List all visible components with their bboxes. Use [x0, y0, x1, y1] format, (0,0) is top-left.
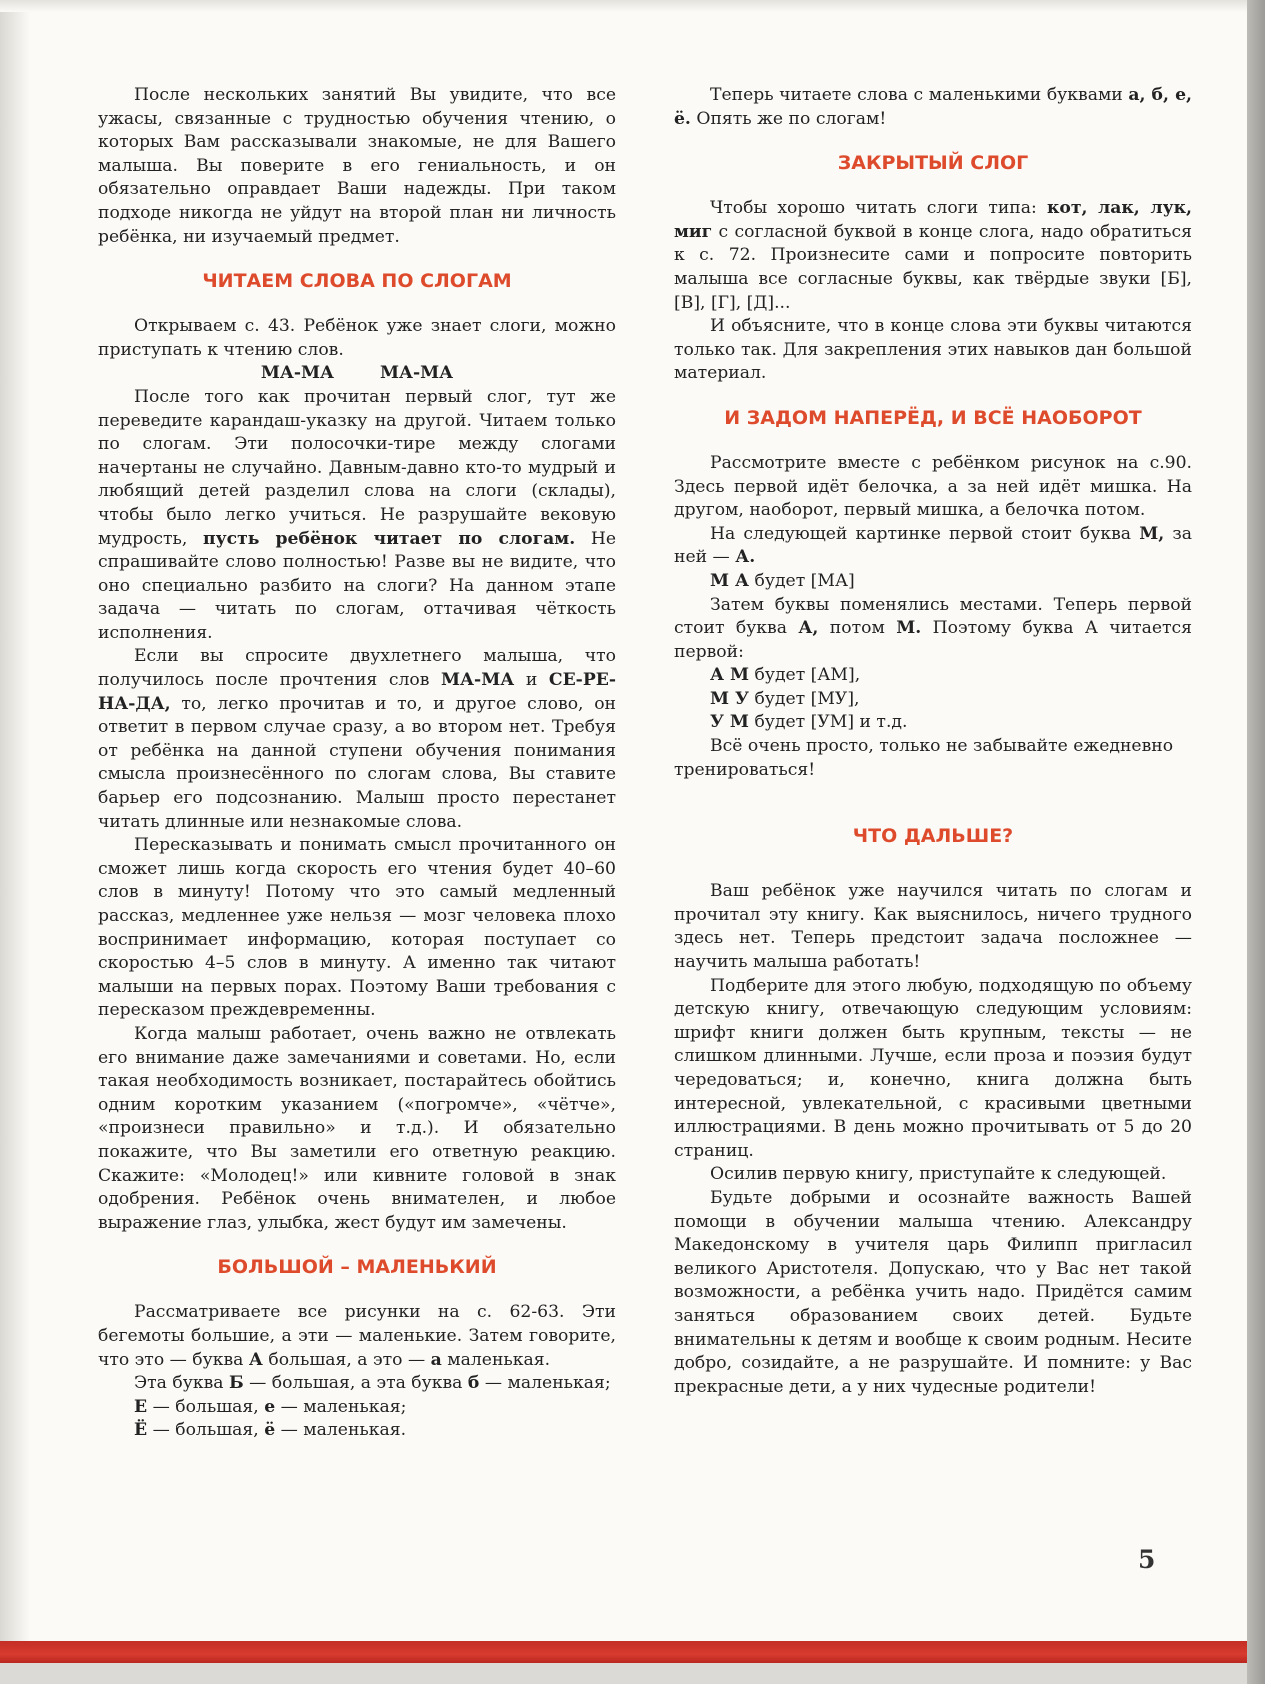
- line-letter-yo: [98, 1419, 616, 1443]
- page-number: 5: [1138, 1545, 1156, 1574]
- text: После того как прочитан первый слог, тут же переведите карандаш-указку на другой. Читаем только по слогам. Эти полосочки-тире между слогами начертаны не случайно. Давным-давно кто-то мудрый и любящий детей разделил слова на слоги (склады), чтобы было легко учиться. Не разрушайте вековую мудрость,: [98, 386, 616, 549]
- line-mu: [674, 688, 1192, 712]
- heading-whats-next: ЧТО ДАЛЬШЕ?: [852, 825, 1014, 848]
- bold-letter: б: [467, 1373, 480, 1394]
- paragraph-be-kind: Будьте добрыми и осознайте важность Вашей помощи в обучении малыша чтению. Александру Македонскому в учителя царь Филипп пригласил великого Аристотеля. Допускаю, что у Вас нет такой возможности, а ребёнка учить надо. Придётся самим заняться образованием своих детей. Будьте внимательны к детям и вообще к своим родным. Несите добро, созидайте, а не разрушайте. И помните: у Вас прекрасные дети, а у них чудесные родители!: [674, 1187, 1192, 1397]
- bold-letter: Ё: [134, 1420, 148, 1441]
- text: будет [АМ],: [754, 665, 861, 686]
- heading-closed-syllable: ЗАКРЫТЫЙ СЛОГ: [837, 152, 1029, 175]
- bold-letters: М У: [710, 688, 749, 709]
- bold-letter: а: [430, 1349, 442, 1370]
- page-edge-shadow: [1247, 0, 1265, 1684]
- text: На следующей картинке первой стоит буква: [710, 523, 1132, 544]
- text: — большая,: [152, 1396, 259, 1417]
- bottom-red-band: [0, 1641, 1250, 1663]
- paragraph-when-working: Когда малыш работает, очень важно не отвлекать его внимание даже замечаниями и советами. Но, если такая необходимость возникает, постарайтесь обойтись одним коротким указанием («погромче», «чётче», «произнеси правильно» и т.д.). И обязательно покажите, что Вы заметили его ответную реакцию. Скажите: «Молодец!» или кивните головой в знак одобрения. Ребёнок очень внимателен, и любое выражение глаз, улыбка, жест будут им замечены.: [98, 1023, 616, 1233]
- paragraph-learned: Ваш ребёнок уже научился читать по слогам и прочитал эту книгу. Как выяснилось, ничего трудного здесь нет. Теперь предстоит задача посложнее — научить малыша работать!: [674, 881, 1192, 973]
- bold-letter: М.: [896, 618, 922, 639]
- text: — маленькая;: [484, 1373, 611, 1394]
- paragraph-next-picture: [674, 523, 1192, 570]
- bold-letter: А: [248, 1349, 263, 1370]
- bold-text: а, б, е, ё.: [674, 85, 1192, 129]
- paragraph-small-letters: [674, 84, 1192, 131]
- heading-back-to-front: И ЗАДОМ НАПЕРЁД, И ВСЁ НАОБОРОТ: [724, 406, 1142, 429]
- bold-text: СЕ-РЕ-НА-ДА,: [98, 670, 616, 714]
- bold-letter: ё: [264, 1420, 276, 1441]
- bold-letters: У М: [710, 712, 749, 733]
- text: будет [МА]: [754, 570, 855, 591]
- text: с согласной буквой в конце слога, надо обратиться к с. 72. Произнесите сами и попросите повторить малыша все согласные буквы, как твёрдые звуки [Б], [В], [Г], [Д]...: [674, 221, 1193, 313]
- text: Затем буквы поменялись местами. Теперь первой стоит буква: [674, 594, 1192, 639]
- paragraph-pointer: [98, 386, 616, 646]
- bold-letter: А,: [798, 618, 819, 639]
- bold-letter: Е: [134, 1396, 148, 1417]
- bold-text: пусть ребёнок читает по слогам.: [203, 528, 576, 549]
- paragraph-next-book: Осилив первую книгу, приступайте к следующей.: [710, 1164, 1167, 1185]
- paragraph-syllable-types: [674, 197, 1192, 315]
- heading-big-small: БОЛЬШОЙ – МАЛЕНЬКИЙ: [217, 1256, 497, 1279]
- line-am: [674, 664, 1192, 688]
- bold-text: МА-МА: [441, 670, 515, 691]
- text: Если вы спросите двухлетнего малыша, что получилось после прочтения слов: [98, 646, 616, 691]
- bold-text: кот, лак, лук, миг: [674, 198, 1192, 242]
- text: Чтобы хорошо читать слоги типа:: [710, 198, 1037, 219]
- text: Теперь читаете слова с маленькими буквами: [710, 85, 1123, 105]
- top-edge-shadow: [0, 0, 1250, 12]
- bold-letters: А М: [710, 665, 750, 686]
- intro-paragraph: После нескольких занятий Вы увидите, что все ужасы, связанные с трудностью обучения чтению, о которых Вам рассказывали знакомые, не для Вашего малыша. Вы поверите в его гениальность, и он обязательно оправдает Ваши надежды. При таком подходе никогда не уйдут на второй план ни личность ребёнка, ни изучаемый предмет.: [98, 85, 616, 247]
- bold-letters: М А: [710, 570, 750, 591]
- line-ma: [674, 570, 1192, 594]
- text: — большая, а эта буква: [249, 1373, 463, 1394]
- paragraph-retelling: Пересказывать и понимать смысл прочитанного он сможет лишь когда скорость его чтения будет 40–60 слов в минуту! Потому что это самый медленный рассказ, медленнее уже нельзя — мозг человека плохо воспринимает информацию, которая поступает со скоростью 4–5 слов в минуту. А именно так читают малыши на первых порах. Поэтому Ваши требования с пересказом преждевременны.: [98, 835, 616, 1021]
- left-column: [98, 84, 616, 1443]
- text: потом: [829, 618, 885, 639]
- text: Эта буква: [134, 1373, 224, 1394]
- heading-read-by-syllables: ЧИТАЕМ СЛОВА ПО СЛОГАМ: [202, 270, 512, 293]
- paragraph-hippos: [98, 1301, 616, 1372]
- line-um: [674, 711, 1192, 735]
- bold-letter: е: [264, 1396, 276, 1417]
- text: Не спрашивайте слово полностью! Разве вы не видите, что оно специально разбито на слоги? На данном этапе задача — читать по слогам, оттачивая чёткость исполнения.: [98, 528, 616, 643]
- page-fold-shadow: [0, 0, 30, 1660]
- text: — маленькая;: [280, 1396, 407, 1417]
- text: — маленькая.: [280, 1420, 407, 1441]
- right-column: [674, 84, 1192, 1399]
- text: будет [МУ],: [754, 688, 860, 709]
- text: Опять же по слогам!: [696, 108, 887, 129]
- paragraph-two-year-old: [98, 645, 616, 834]
- text: Рассматриваете все рисунки на с. 62-63. Эти бегемоты большие, а эти — маленькие. Затем говорите, что это — буква: [98, 1302, 616, 1370]
- paragraph-swapped: [674, 594, 1192, 665]
- paragraph-picture-90: Рассмотрите вместе с ребёнком рисунок на с.90. Здесь первой идёт белочка, а за ней идёт мишка. На другом, наоборот, первый мишка, а белочка потом.: [674, 452, 1192, 521]
- bold-letter: А.: [735, 547, 756, 568]
- paragraph-simple: Всё очень просто, только не забывайте ежедневно тренироваться!: [674, 736, 1174, 780]
- line-letter-e: [98, 1396, 616, 1420]
- text: маленькая.: [447, 1349, 551, 1370]
- paragraph-choose-book: Подберите для этого любую, подходящую по объему детскую книгу, отвечающую следующим условиям: шрифт книги должен быть крупным, тексты — не слишком длинными. Лучше, если проза и поэзия будут чередоваться; и, конечно, книга должна быть интересной, увлекательной, с красивыми цветными иллюстрациями. В день можно прочитывать от 5 до 20 страниц.: [674, 975, 1192, 1161]
- text: — большая,: [152, 1420, 259, 1441]
- bold-letter: Б: [228, 1373, 244, 1394]
- example-mama: МА-МА МА-МА: [260, 363, 454, 384]
- paragraph-explain: И объясните, что в конце слова эти буквы читаются только так. Для закрепления этих навыков дан большой материал.: [674, 316, 1192, 384]
- text: то, легко прочитав и то, и другое слово, он ответит в первом случае сразу, а во втором нет. Требуя от ребёнка на данной ступени обучения понимания смысла произнесённого по слогам слова, Вы ставите барьер его подсознанию. Малыш просто перестанет читать длинные или незнакомые слова.: [98, 693, 616, 832]
- text: большая, а это —: [268, 1349, 426, 1370]
- text: Поэтому буква А читается первой:: [674, 618, 1193, 662]
- bold-letter: М,: [1139, 523, 1165, 544]
- text: и: [525, 670, 538, 691]
- paragraph-letter-b: [98, 1372, 616, 1396]
- text: будет [УМ] и т.д.: [754, 712, 908, 733]
- text: за ней —: [674, 523, 1193, 568]
- paragraph-open-page-43: Открываем с. 43. Ребёнок уже знает слоги, можно приступать к чтению слов.: [98, 316, 616, 360]
